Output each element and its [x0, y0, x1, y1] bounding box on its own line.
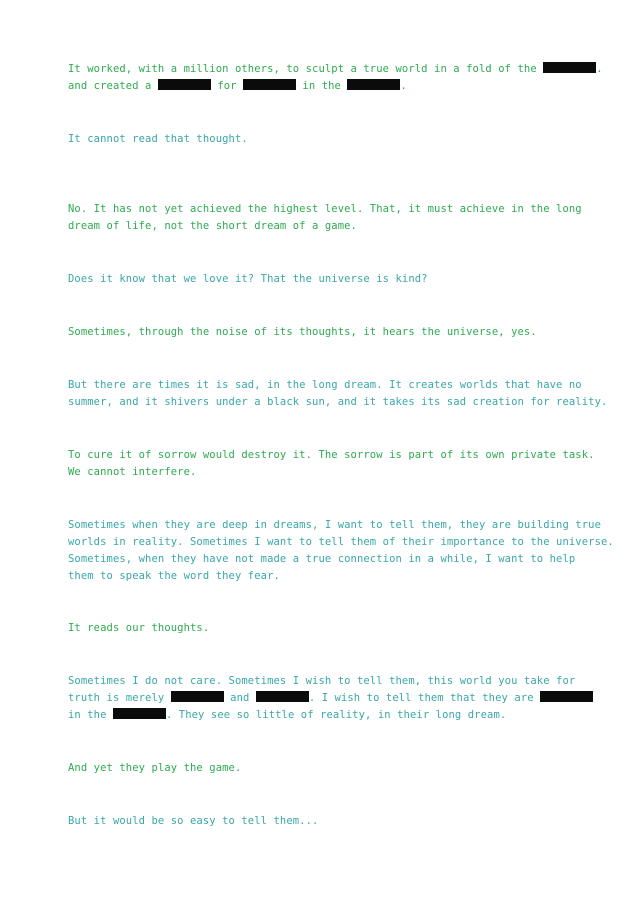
text-line — [68, 707, 568, 724]
paragraph-5 — [68, 324, 568, 341]
text-line: summer, and it shivers under a black sun, and it takes its sad creation for reality. — [68, 396, 608, 408]
text-line — [68, 690, 568, 707]
paragraph-1 — [68, 61, 603, 95]
paragraph-12 — [68, 813, 568, 830]
paragraph-4 — [68, 271, 568, 288]
paragraph-2 — [68, 131, 568, 148]
text-segment: . — [400, 80, 407, 92]
text-line: dream of life, not the short dream of a game. — [68, 220, 357, 232]
text-line: It cannot read that thought. — [68, 133, 248, 145]
text-segment: . I wish to tell them that they are — [308, 692, 541, 704]
text-segment: in the — [296, 80, 348, 92]
redaction-block — [113, 708, 166, 719]
text-segment: . — [596, 63, 603, 75]
text-segment: and created a — [68, 80, 158, 92]
redaction-block — [158, 79, 211, 90]
text-line: But it would be so easy to tell them... — [68, 815, 319, 827]
text-line: But there are times it is sad, in the long dream. It creates worlds that have no — [68, 379, 582, 391]
text-line: It reads our thoughts. — [68, 622, 210, 634]
text-line — [68, 61, 603, 78]
text-segment: It worked, with a million others, to sculpt a true world in a fold of the — [68, 63, 544, 75]
paragraph-7 — [68, 447, 595, 481]
paragraph-3 — [68, 201, 582, 235]
text-line: Sometimes when they are deep in dreams, I want to tell them, they are building true — [68, 519, 601, 531]
paragraph-8 — [68, 517, 614, 585]
text-line: Sometimes, when they have not made a true connection in a while, I want to help — [68, 553, 576, 565]
text-line: No. It has not yet achieved the highest level. That, it must achieve in the long — [68, 203, 582, 215]
text-line: Sometimes, through the noise of its thoughts, it hears the universe, yes. — [68, 326, 537, 338]
text-line: To cure it of sorrow would destroy it. The sorrow is part of its own private task. — [68, 449, 595, 461]
redaction-block — [543, 62, 596, 73]
text-segment: truth is merely — [68, 692, 171, 704]
redaction-block — [256, 691, 309, 702]
text-segment: and — [223, 692, 256, 704]
text-segment: . They see so little of reality, in their long dream. — [165, 709, 507, 721]
redaction-block — [540, 691, 593, 702]
text-segment: in the — [68, 709, 113, 721]
paragraph-11 — [68, 760, 568, 777]
text-line: Does it know that we love it? That the universe is kind? — [68, 273, 428, 285]
paragraph-6 — [68, 377, 608, 411]
text-line: them to speak the word they fear. — [68, 570, 280, 582]
redaction-block — [243, 79, 296, 90]
text-line: And yet they play the game. — [68, 762, 242, 774]
text-line — [68, 78, 568, 95]
paragraph-10 — [68, 673, 576, 724]
text-line: worlds in reality. Sometimes I want to tell them of their importance to the universe. — [68, 536, 614, 548]
text-line: We cannot interfere. — [68, 466, 197, 478]
redaction-block — [171, 691, 224, 702]
paragraph-9 — [68, 620, 568, 637]
text-line: Sometimes I do not care. Sometimes I wish to tell them, this world you take for — [68, 675, 576, 687]
redaction-block — [347, 79, 400, 90]
text-segment: for — [210, 80, 244, 92]
